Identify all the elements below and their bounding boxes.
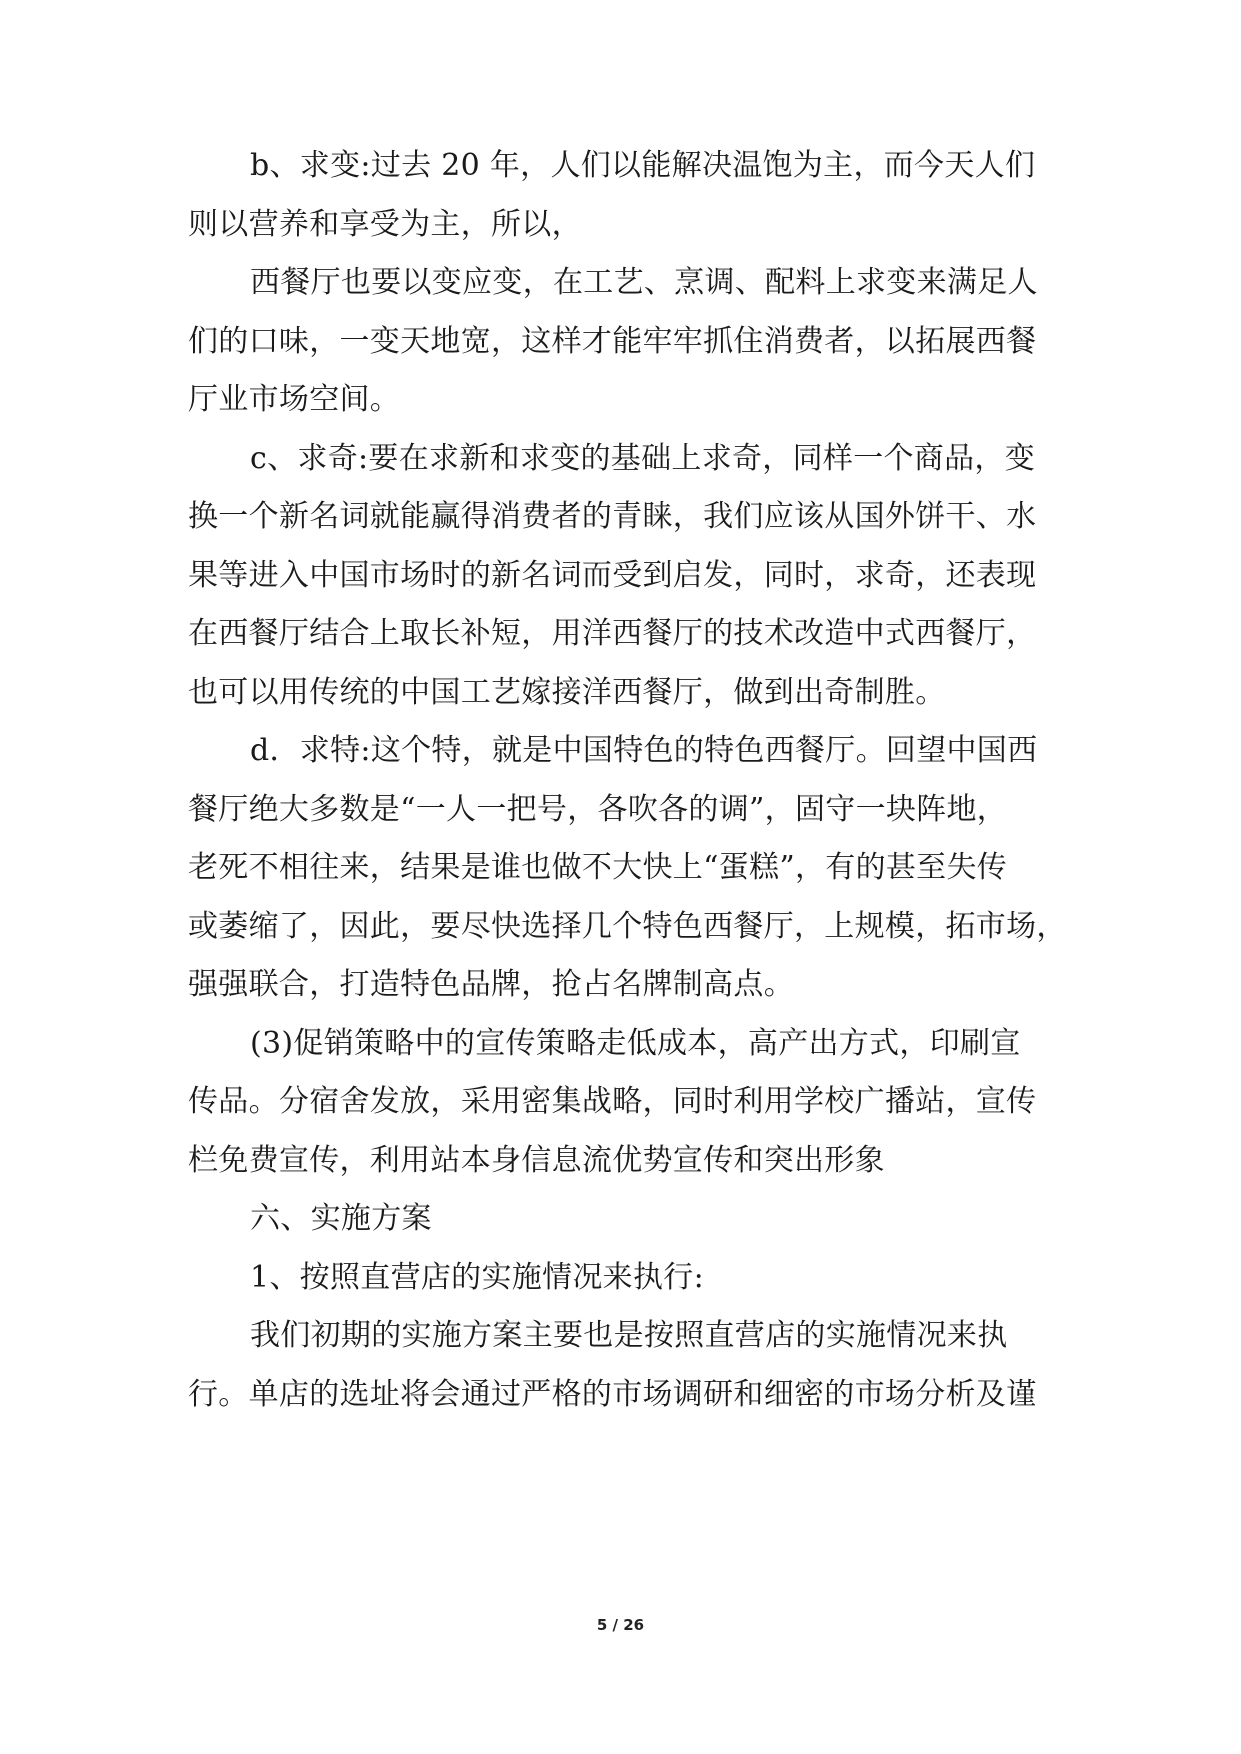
paragraph-5-line-3: 栏免费宣传，利用站本身信息流优势宣传和突出形象 <box>188 1143 885 1178</box>
paragraph-2-line-1: 西餐厅也要以变应变，在工艺、烹调、配料上求变来满足人 <box>250 265 1038 300</box>
paragraph-4-line-3: 老死不相往来，结果是谁也做不大快上“蛋糕”，有的甚至失传 <box>188 850 1008 885</box>
page-number: 5 / 26 <box>596 1616 645 1634</box>
paragraph-2-line-2: 们的口味，一变天地宽，这样才能牢牢抓住消费者，以拓展西餐 <box>188 324 1037 359</box>
section-heading: 六、实施方案 <box>250 1201 432 1236</box>
paragraph-4-line-5: 强强联合，打造特色品牌，抢占名牌制高点。 <box>188 967 794 1002</box>
paragraph-3-line-4: 在西餐厅结合上取长补短，用洋西餐厅的技术改造中式西餐厅， <box>188 616 1037 651</box>
paragraph-8-line-1: 我们初期的实施方案主要也是按照直营店的实施情况来执 <box>250 1318 1008 1353</box>
paragraph-4-line-1: d．求特:这个特，就是中国特色的特色西餐厅。回望中国西 <box>250 733 1038 768</box>
paragraph-8-line-2: 行。单店的选址将会通过严格的市场调研和细密的市场分析及谨 <box>188 1377 1037 1412</box>
paragraph-2-line-3: 厅业市场空间。 <box>188 382 401 417</box>
paragraph-3-line-1: c、求奇:要在求新和求变的基础上求奇，同样一个商品，变 <box>250 441 1036 476</box>
paragraph-3-line-5: 也可以用传统的中国工艺嫁接洋西餐厅，做到出奇制胜。 <box>188 675 946 710</box>
paragraph-1-line-2: 则以营养和享受为主，所以， <box>188 207 582 242</box>
paragraph-1-line-1: b、求变:过去 20 年，人们以能解决温饱为主，而今天人们 <box>250 148 1036 183</box>
paragraph-3-line-2: 换一个新名词就能赢得消费者的青睐，我们应该从国外饼干、水 <box>188 499 1037 534</box>
paragraph-5-line-1: (3)促销策略中的宣传策略走低成本，高产出方式，印刷宣 <box>250 1026 1021 1061</box>
paragraph-4-line-2: 餐厅绝大多数是“一人一把号，各吹各的调”，固守一块阵地， <box>188 792 1008 827</box>
paragraph-3-line-3: 果等进入中国市场时的新名词而受到启发，同时，求奇，还表现 <box>188 558 1037 593</box>
subsection-heading: 1、按照直营店的实施情况来执行: <box>250 1260 704 1295</box>
paragraph-5-line-2: 传品。分宿舍发放，采用密集战略，同时利用学校广播站，宣传 <box>188 1084 1037 1119</box>
paragraph-4-line-4: 或萎缩了，因此，要尽快选择几个特色西餐厅，上规模，拓市场， <box>188 909 1067 944</box>
